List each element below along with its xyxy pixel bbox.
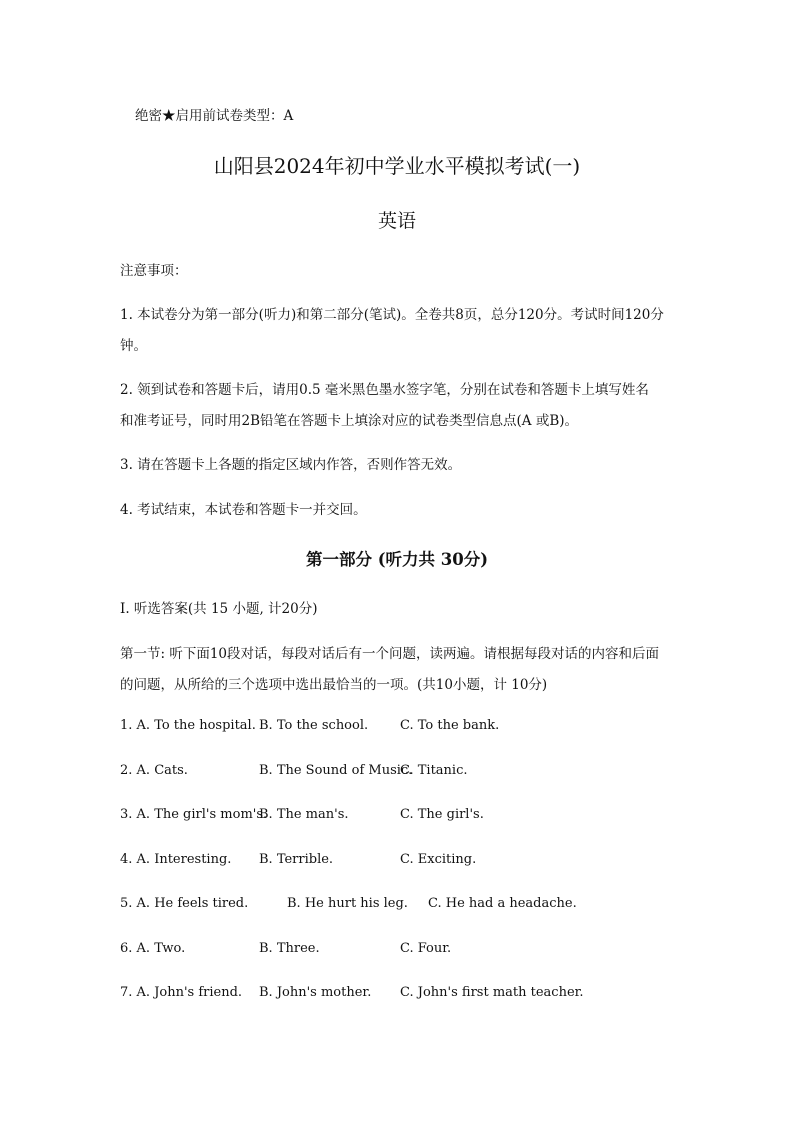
option-c: C. The girl's. [400, 807, 484, 822]
option-b: B. To the school. [259, 718, 369, 733]
option-a: 2. A. Cats. [120, 763, 188, 778]
option-a: 7. A. John's friend. [120, 985, 243, 1000]
option-b: B. The man's. [259, 807, 349, 822]
option-c: C. Exciting. [400, 852, 477, 867]
option-a: 1. A. To the hospital. [120, 718, 256, 733]
option-c: C. He had a headache. [428, 896, 577, 911]
option-a: 4. A. Interesting. [120, 852, 232, 867]
option-c: C. To the bank. [400, 718, 500, 733]
notice-item-1: 1. 本试卷分为第一部分(听力)和第二部分(笔试)。全卷共8页，总分120分。考试时间120分 [120, 307, 664, 323]
confidential-label: 绝密★启用前试卷类型：A [135, 108, 294, 124]
notice-item-3: 3. 请在答题卡上各题的指定区域内作答，否则作答无效。 [120, 457, 462, 473]
exam-title: 山阳县2024年初中学业水平模拟考试(一) [213, 154, 581, 178]
notice-item-4: 4. 考试结束，本试卷和答题卡一并交回。 [120, 502, 367, 518]
notice-item-2-cont: 和准考证号，同时用2B铅笔在答题卡上填涂对应的试卷类型信息点(A 或B)。 [120, 413, 579, 429]
notice-item-1-cont: 钟。 [120, 338, 147, 354]
option-c: C. John's first math teacher. [400, 985, 584, 1000]
option-b: B. Three. [259, 941, 320, 956]
option-b: B. Terrible. [259, 852, 334, 867]
option-a: 5. A. He feels tired. [120, 896, 249, 911]
part-one-heading: 第一部分 (听力共 30分) [305, 550, 489, 569]
section-title: Ⅰ. 听选答案(共 15 小题, 计20分) [120, 601, 318, 617]
option-c: C. Titanic. [400, 763, 468, 778]
subject-title: 英语 [377, 210, 416, 232]
option-b: B. John's mother. [259, 985, 372, 1000]
notice-item-2: 2. 领到试卷和答题卡后，请用0.5 毫米黑色墨水签字笔，分别在试卷和答题卡上填写姓名 [120, 382, 649, 398]
instructions: 第一节: 听下面10段对话，每段对话后有一个问题，读两遍。请根据每段对话的内容和后面 [120, 646, 660, 662]
instructions-cont: 的问题，从所给的三个选项中选出最恰当的一项。(共10小题，计 10分) [120, 677, 548, 693]
option-c: C. Four. [400, 941, 452, 956]
option-b: B. He hurt his leg. [287, 896, 408, 911]
option-a: 6. A. Two. [120, 941, 186, 956]
option-a: 3. A. The girl's mom's. [120, 807, 268, 822]
notice-heading: 注意事项： [120, 263, 188, 279]
option-b: B. The Sound of Music. [259, 763, 413, 778]
